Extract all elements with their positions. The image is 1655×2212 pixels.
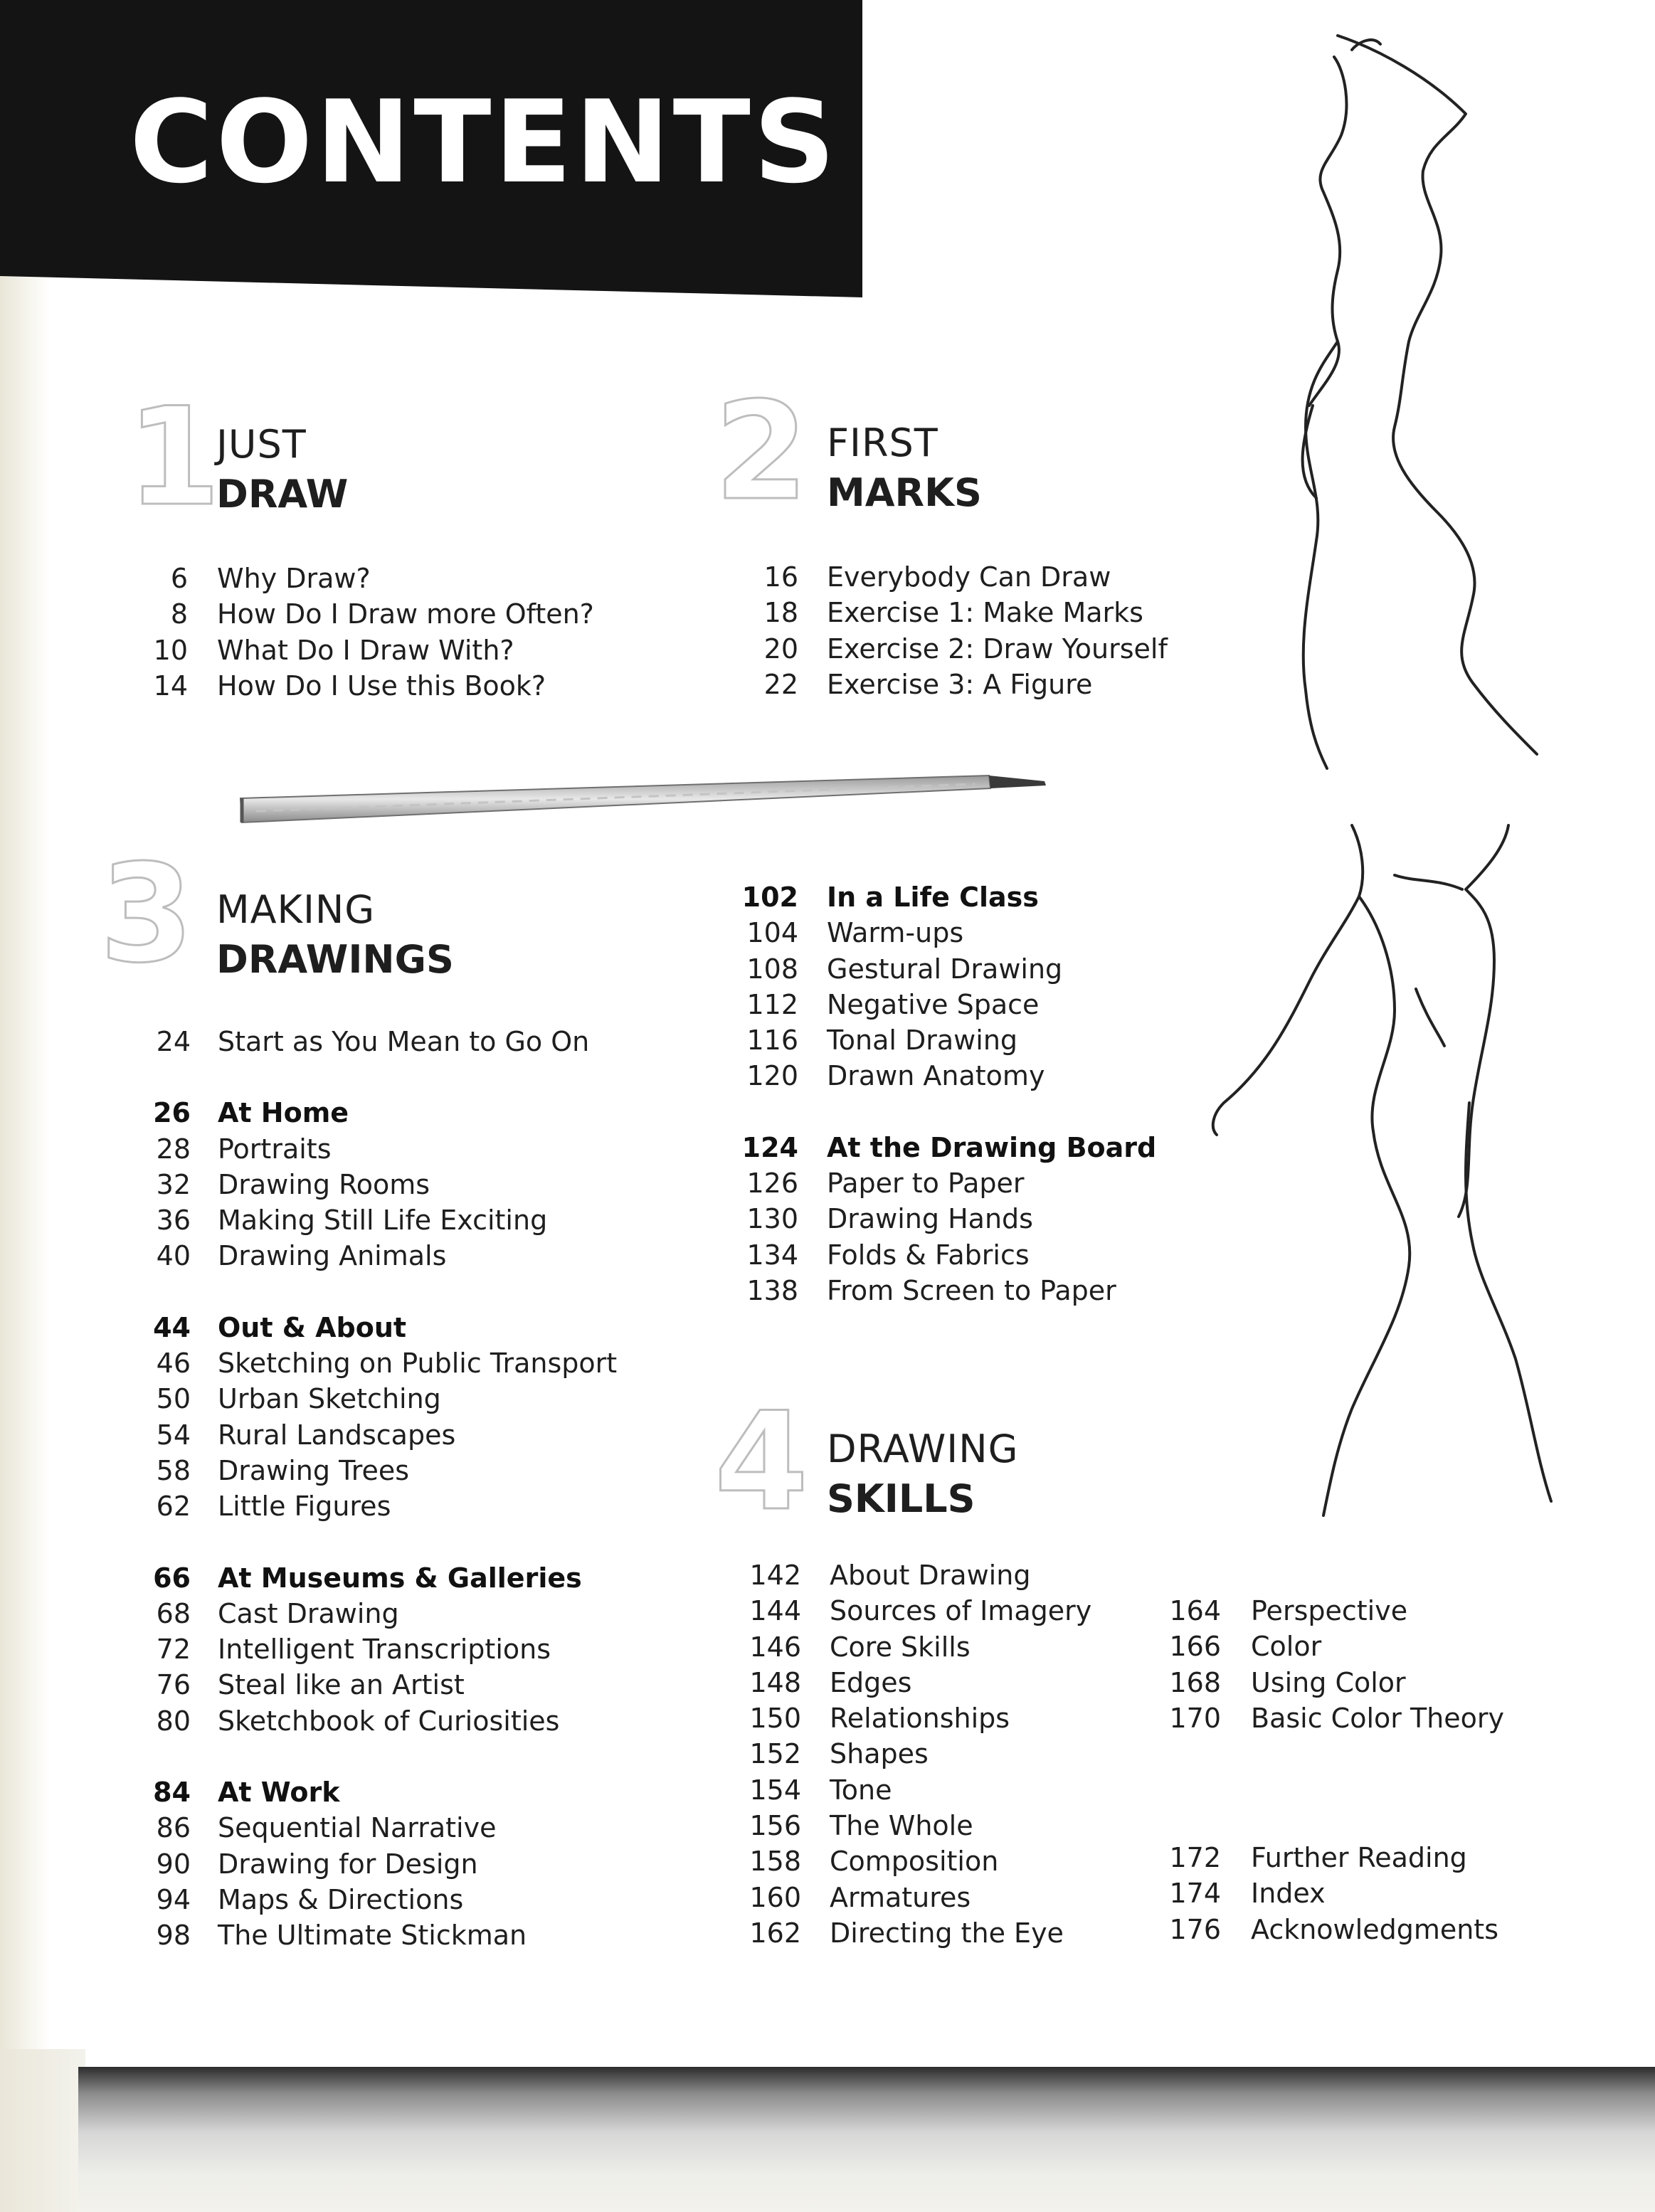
entry-title: The Whole [830,1810,973,1842]
toc-entry[interactable] [135,596,633,632]
toc-entry[interactable] [740,987,1238,1022]
toc-entry[interactable] [740,1843,1138,1879]
section-4-list-col2 [1160,1593,1558,1736]
entry-title: Drawing Trees [218,1454,410,1486]
page-number: 26 [153,1097,191,1129]
entry-title: The Ultimate Stickman [218,1920,527,1952]
group-title: At Home [218,1097,349,1129]
page-number: 170 [1169,1702,1221,1734]
entry-title: Sequential Narrative [218,1812,497,1844]
entry-title: Everybody Can Draw [827,561,1111,593]
entry-title: Why Draw? [217,563,371,594]
entry-title: From Screen to Paper [827,1274,1116,1306]
section-3-title-line2: DRAWINGS [216,937,454,982]
toc-group-heading[interactable] [135,1560,676,1596]
page-number: 142 [749,1560,801,1591]
page-number: 108 [746,953,798,985]
page-number: 10 [153,634,188,666]
entry-title: Further Reading [1251,1842,1467,1873]
toc-entry[interactable] [135,1631,676,1667]
entry-title: Start as You Mean to Go On [218,1026,590,1057]
entry-title: Sketchbook of Curiosities [218,1705,560,1737]
entry-title: Exercise 1: Make Marks [827,597,1143,629]
page-number: 152 [749,1738,801,1770]
entry-title: What Do I Draw With? [217,634,514,666]
entry-title: Sources of Imagery [830,1595,1092,1627]
toc-entry[interactable] [740,1915,1138,1951]
toc-entry[interactable] [135,1381,676,1417]
back-matter-list [1160,1840,1558,1947]
toc-entry[interactable] [740,1022,1238,1058]
toc-group-heading[interactable] [135,1095,676,1131]
toc-entry[interactable] [135,633,633,668]
entry-title: Exercise 3: A Figure [827,668,1093,700]
section-2-numeral: 2 [714,373,809,530]
entry-title: Exercise 2: Draw Yourself [827,633,1168,665]
entry-title: Gestural Drawing [827,953,1063,985]
page-number: 62 [156,1491,191,1523]
toc-entry[interactable] [135,1202,676,1238]
toc-entry[interactable] [1160,1629,1558,1664]
toc-entry[interactable] [1160,1912,1558,1947]
toc-entry[interactable] [740,1880,1138,1915]
toc-entry[interactable] [740,951,1238,987]
page-number: 148 [749,1666,801,1698]
group-title: In a Life Class [827,882,1039,913]
page-number: 138 [746,1274,798,1306]
page-number: 174 [1169,1878,1221,1910]
toc-entry[interactable] [135,561,633,596]
toc-entry[interactable] [1160,1700,1558,1736]
page-number: 120 [746,1060,798,1092]
entry-title: How Do I Use this Book? [217,670,546,702]
page-number: 40 [156,1240,191,1272]
section-2-title-line2: MARKS [827,470,982,515]
page-number: 144 [749,1595,801,1627]
page-number: 172 [1169,1842,1221,1873]
entry-title: Shapes [830,1738,929,1770]
entry-title: Directing the Eye [830,1917,1064,1949]
toc-entry[interactable] [135,1417,676,1453]
toc-entry[interactable] [740,631,1238,667]
entry-title: Index [1251,1878,1326,1910]
toc-entry[interactable] [1160,1840,1558,1875]
page-number: 162 [749,1917,801,1949]
toc-entry[interactable] [740,1237,1238,1273]
page-number: 154 [749,1774,801,1806]
section-1-numeral: 1 [127,379,221,536]
section-1-list [135,561,633,704]
toc-entry[interactable] [135,1167,676,1202]
page-number: 24 [156,1026,191,1057]
entry-title: Cast Drawing [218,1597,399,1629]
section-4-title-line1: DRAWING [827,1427,1019,1471]
toc-group-heading[interactable] [740,879,1238,915]
section-3-list-left [135,1024,676,1954]
page-number: 58 [156,1454,191,1486]
toc-entry[interactable] [135,1810,676,1846]
entry-title: Tonal Drawing [827,1025,1018,1057]
section-3-title-line1: MAKING [216,887,376,932]
toc-entry[interactable] [740,1808,1138,1843]
toc-entry[interactable] [740,1772,1138,1808]
section-1-title-line2: DRAW [216,472,349,517]
page-number: 168 [1169,1666,1221,1698]
page-number: 158 [749,1846,801,1878]
figure-sketch-bottom [1181,818,1580,1530]
entry-title: Folds & Fabrics [827,1239,1030,1271]
page-number: 150 [749,1703,801,1735]
page-number: 112 [746,988,798,1020]
page-number: 98 [156,1920,191,1952]
page-number: 18 [763,597,798,629]
page-number: 130 [746,1203,798,1235]
page-number: 90 [156,1848,191,1880]
toc-entry[interactable] [135,1238,676,1274]
page-number: 134 [746,1239,798,1271]
page-number: 126 [746,1168,798,1200]
toc-entry[interactable] [135,1453,676,1488]
toc-entry[interactable] [740,915,1238,951]
group-title: Out & About [218,1311,407,1343]
toc-entry[interactable] [135,1131,676,1167]
figure-sketch-top [1238,28,1551,797]
toc-entry[interactable] [135,1917,676,1953]
toc-entry[interactable] [740,1700,1138,1736]
page-number: 166 [1169,1631,1221,1663]
toc-entry[interactable] [135,668,633,704]
section-1-title-line1: JUST [216,422,307,467]
group-title: At Museums & Galleries [218,1562,582,1594]
entry-title: Core Skills [830,1631,971,1663]
page-number: 176 [1169,1913,1221,1945]
section-4-numeral: 4 [714,1383,809,1540]
entry-title: Drawing Hands [827,1203,1033,1235]
page-number: 80 [156,1705,191,1737]
page-number: 160 [749,1881,801,1913]
toc-entry[interactable] [740,667,1238,702]
page-number: 14 [153,670,188,702]
toc-entry[interactable] [740,1593,1138,1629]
group-title: At Work [218,1777,340,1809]
toc-entry[interactable] [740,1629,1138,1665]
page-number: 86 [156,1812,191,1844]
entry-title: Intelligent Transcriptions [218,1634,551,1666]
page-number: 50 [156,1383,191,1415]
page-number: 84 [153,1777,191,1809]
entry-title: Drawing Animals [218,1240,447,1272]
page-left-edge [0,270,50,2092]
entry-title: Maps & Directions [218,1883,464,1915]
toc-entry[interactable] [740,1273,1238,1308]
page-number: 66 [153,1562,191,1594]
toc-entry[interactable] [135,1703,676,1739]
entry-title: Making Still Life Exciting [218,1205,548,1237]
entry-title: Warm-ups [827,917,964,949]
toc-entry[interactable] [135,1882,676,1917]
page-number: 28 [156,1133,191,1165]
toc-entry[interactable] [135,1488,676,1524]
page-number: 104 [746,917,798,949]
page-number: 76 [156,1669,191,1701]
entry-title: Sketching on Public Transport [218,1348,618,1380]
toc-entry[interactable] [1160,1665,1558,1700]
toc-group-heading[interactable] [740,1130,1238,1165]
section-4-title-line2: SKILLS [827,1476,975,1521]
entry-title: Relationships [830,1703,1010,1735]
section-4-list [740,1557,1138,1951]
entry-title: Tone [830,1774,892,1806]
toc-entry[interactable] [135,1596,676,1631]
entry-title: Drawing Rooms [218,1168,430,1200]
page-number: 146 [749,1631,801,1663]
page-corner [0,2049,85,2212]
page-number: 116 [746,1025,798,1057]
entry-title: Armatures [830,1881,971,1913]
entry-title: Acknowledgments [1251,1913,1498,1945]
section-3-list-right [740,879,1238,1308]
entry-title: Edges [830,1666,912,1698]
entry-title: Portraits [218,1133,332,1165]
toc-entry[interactable] [740,1201,1238,1237]
toc-entry[interactable] [740,595,1238,630]
page-number: 46 [156,1348,191,1380]
toc-entry[interactable] [740,1665,1138,1700]
toc-group-heading[interactable] [135,1774,676,1810]
page-number: 72 [156,1634,191,1666]
toc-group-heading[interactable] [135,1310,676,1345]
page-number: 6 [170,563,188,594]
page-title: CONTENTS [129,75,839,208]
group-title: At the Drawing Board [827,1131,1157,1163]
page-number: 68 [156,1597,191,1629]
entry-title: About Drawing [830,1560,1031,1591]
page-number: 36 [156,1205,191,1237]
entry-title: Paper to Paper [827,1168,1025,1200]
page-number: 102 [741,882,798,913]
entry-title: Steal like an Artist [218,1669,465,1701]
entry-title: Little Figures [218,1491,391,1523]
toc-entry[interactable] [1160,1593,1558,1629]
entry-title: Basic Color Theory [1251,1702,1505,1734]
toc-entry[interactable] [740,1557,1138,1593]
page-number: 156 [749,1810,801,1842]
page-number: 32 [156,1168,191,1200]
entry-title: Drawing for Design [218,1848,478,1880]
toc-entry[interactable] [135,1667,676,1703]
page-bottom-shadow [78,2067,1655,2212]
page-number: 54 [156,1419,191,1451]
page-number: 20 [763,633,798,665]
entry-title: Composition [830,1846,999,1878]
entry-title: How Do I Draw more Often? [217,598,594,630]
entry-title: Urban Sketching [218,1383,441,1415]
page-number: 124 [741,1131,798,1163]
page-number: 16 [763,561,798,593]
section-3-numeral: 3 [100,835,194,993]
toc-entry[interactable] [740,1058,1238,1094]
toc-entry[interactable] [135,1345,676,1381]
page-number: 94 [156,1883,191,1915]
entry-title: Rural Landscapes [218,1419,456,1451]
toc-entry[interactable] [135,1846,676,1882]
page-number: 22 [763,668,798,700]
pencil-illustration [235,761,1060,840]
toc-entry[interactable] [135,1024,676,1059]
entry-title: Color [1251,1631,1322,1663]
toc-entry[interactable] [740,559,1238,595]
entry-title: Negative Space [827,988,1040,1020]
toc-entry[interactable] [740,1736,1138,1772]
entry-title: Perspective [1251,1595,1408,1626]
section-2-list [740,559,1238,702]
page-number: 164 [1169,1595,1221,1626]
section-2-title-line1: FIRST [827,420,938,465]
entry-title: Using Color [1251,1666,1406,1698]
entry-title: Drawn Anatomy [827,1060,1045,1092]
page-number: 44 [153,1311,191,1343]
page-number: 8 [170,598,188,630]
toc-entry[interactable] [1160,1875,1558,1911]
toc-entry[interactable] [740,1165,1238,1201]
